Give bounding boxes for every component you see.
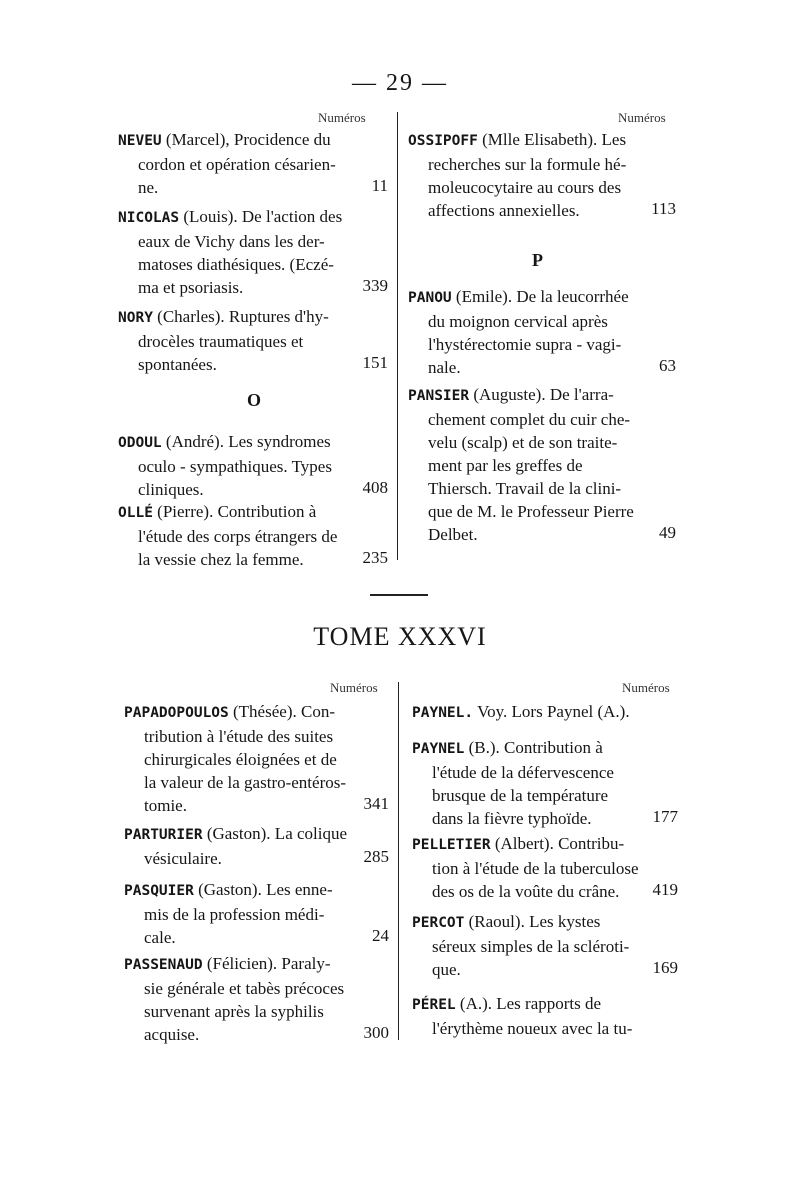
author-name: PAYNEL (412, 741, 465, 757)
entry-number: 113 (651, 199, 676, 218)
entry-title-start: (B.). Contribution à (468, 738, 603, 757)
entry-number: 24 (372, 926, 389, 945)
entry-title-start: (Gaston). La colique (206, 824, 348, 843)
entry-title-start: (Marcel), Procidence du (165, 130, 331, 149)
author-name: PARTURIER (124, 827, 203, 843)
section-letter-p: P (532, 250, 543, 270)
index-entry (412, 700, 682, 725)
entry-continuation-line: du moignon cervical après (428, 312, 608, 331)
entry-first-line (124, 878, 394, 903)
column-divider (397, 112, 398, 560)
left-column-header: Numéros (318, 110, 366, 125)
entry-number: 408 (362, 478, 388, 497)
entry-continuation-line: survenant après la syphilis (144, 1002, 324, 1021)
entry-continuation-line: ne. (138, 178, 159, 197)
entry-number: 300 (363, 1023, 389, 1042)
author-name: PAPADOPOULOS (124, 705, 229, 721)
entry-first-line (118, 500, 388, 525)
entry-title-start: (A.). Les rapports de (459, 994, 602, 1013)
entry-continuation-line: l'étude des corps étrangers de (138, 527, 338, 546)
entry-first-line (118, 305, 388, 330)
entry-first-line (412, 992, 682, 1017)
entry-title-start: (André). Les syndromes (165, 432, 331, 451)
entry-title-start: (Albert). Contribu- (494, 834, 625, 853)
entry-first-line (412, 736, 682, 761)
entry-continuation-line: chement complet du cuir che- (428, 410, 631, 429)
entry-number: 177 (652, 807, 678, 826)
entry-continuation-line: brusque de la température (432, 786, 609, 805)
entry-continuation-line: sie générale et tabès précoces (144, 979, 345, 998)
author-name: PASSENAUD (124, 957, 203, 973)
entry-first-line (412, 910, 682, 935)
author-name: OSSIPOFF (408, 133, 478, 149)
entry-continuation-line: chirurgicales éloignées et de (144, 750, 337, 769)
entry-continuation-line: eaux de Vichy dans les der- (138, 232, 325, 251)
entry-first-line (408, 285, 678, 310)
entry-continuation-line: acquise. (144, 1025, 200, 1044)
entry-number: 151 (362, 353, 388, 372)
entry-continuation-line: la vessie chez la femme. (138, 550, 304, 569)
entry-title-start: (Raoul). Les kystes (468, 912, 601, 931)
entry-title-start: (Pierre). Contribution à (157, 502, 317, 521)
author-name: OLLÉ (118, 505, 153, 521)
author-name: PÉREL (412, 997, 456, 1013)
entry-continuation-line: l'hystérectomie supra - vagi- (428, 335, 622, 354)
entry-first-line (408, 383, 678, 408)
entry-continuation-line: cliniques. (138, 480, 204, 499)
entry-continuation-line: dans la fièvre typhoïde. (432, 809, 592, 828)
entry-title-start: (Louis). De l'action des (183, 207, 343, 226)
entry-continuation-line: nale. (428, 358, 461, 377)
entry-continuation-line: l'étude de la défervescence (432, 763, 614, 782)
entry-number: 63 (659, 356, 676, 375)
entry-first-line (124, 822, 394, 847)
section-letter-o: O (247, 390, 262, 410)
entry-first-line (412, 832, 682, 857)
entry-continuation-line: spontanées. (138, 355, 217, 374)
entry-continuation-line: mis de la profession médi- (144, 905, 325, 924)
page-number: — 29 — (352, 70, 448, 96)
entry-continuation-line: Delbet. (428, 525, 478, 544)
entry-title-start: (Emile). De la leucorrhée (455, 287, 629, 306)
author-name: PERCOT (412, 915, 465, 931)
entry-first-line (118, 430, 388, 455)
entry-continuation-line: vésiculaire. (144, 849, 222, 868)
author-name: PELLETIER (412, 837, 491, 853)
entry-number: 419 (652, 880, 678, 899)
entry-first-line (118, 205, 388, 230)
entry-title-start: (Thésée). Con- (233, 702, 335, 721)
entry-first-line (408, 128, 678, 153)
section-separator (370, 594, 428, 596)
entry-continuation-line: affections annexielles. (428, 201, 580, 220)
entry-continuation-line: recherches sur la formule hé- (428, 155, 627, 174)
entry-continuation-line: ma et psoriasis. (138, 278, 244, 297)
entry-continuation-line: oculo - sympathiques. Types (138, 457, 332, 476)
entry-title-start: Voy. Lors Paynel (A.). (477, 702, 630, 721)
right-column-header: Numéros (618, 110, 666, 125)
entry-continuation-line: moleucocytaire au cours des (428, 178, 622, 197)
entry-continuation-line: Thiersch. Travail de la clini- (428, 479, 622, 498)
author-name: NEVEU (118, 133, 162, 149)
right-column-header: Numéros (622, 680, 670, 695)
entry-continuation-line: cordon et opération césarien- (138, 155, 336, 174)
author-name: PANSIER (408, 388, 470, 404)
author-name: NORY (118, 310, 153, 326)
index-entry (412, 992, 682, 1040)
entry-number: 11 (371, 176, 388, 195)
entry-continuation-line: tion à l'étude de la tuberculose (432, 859, 639, 878)
column-divider (398, 682, 399, 1040)
entry-continuation-line: drocèles traumatiques et (138, 332, 304, 351)
entry-first-line (124, 952, 394, 977)
entry-title-start: (Auguste). De l'arra- (473, 385, 614, 404)
entry-number: 339 (362, 276, 388, 295)
entry-number: 169 (652, 958, 678, 977)
author-name: ODOUL (118, 435, 162, 451)
entry-number: 49 (659, 523, 676, 542)
entry-first-line (124, 700, 394, 725)
entry-number: 285 (363, 847, 389, 866)
entry-first-line (118, 128, 388, 153)
entry-continuation-line: l'érythème noueux avec la tu- (432, 1019, 633, 1038)
entry-continuation-line: que. (432, 960, 461, 979)
entry-continuation-line: cale. (144, 928, 176, 947)
entry-title-start: (Félicien). Paraly- (206, 954, 331, 973)
left-column-header: Numéros (330, 680, 378, 695)
entry-title-start: (Gaston). Les enne- (198, 880, 333, 899)
entry-number: 235 (362, 548, 388, 567)
entry-title-start: (Charles). Ruptures d'hy- (157, 307, 329, 326)
entry-first-line (412, 700, 682, 725)
tome-title: TOME XXXVI (313, 622, 487, 651)
entry-continuation-line: séreux simples de la scléroti- (432, 937, 630, 956)
entry-continuation-line: ment par les greffes de (428, 456, 583, 475)
entry-continuation-line: la valeur de la gastro-entéros- (144, 773, 347, 792)
entry-number: 341 (363, 794, 389, 813)
entry-continuation-line: que de M. le Professeur Pierre (428, 502, 634, 521)
author-name: NICOLAS (118, 210, 180, 226)
entry-continuation-line: velu (scalp) et de son traite- (428, 433, 618, 452)
entry-title-start: (Mlle Elisabeth). Les (482, 130, 627, 149)
author-name: PANOU (408, 290, 452, 306)
entry-continuation-line: des os de la voûte du crâne. (432, 882, 620, 901)
entry-continuation-line: tomie. (144, 796, 187, 815)
author-name: PASQUIER (124, 883, 194, 899)
entry-continuation-line: tribution à l'étude des suites (144, 727, 334, 746)
entry-continuation-line: matoses diathésiques. (Eczé- (138, 255, 334, 274)
author-name: PAYNEL. (412, 705, 474, 721)
